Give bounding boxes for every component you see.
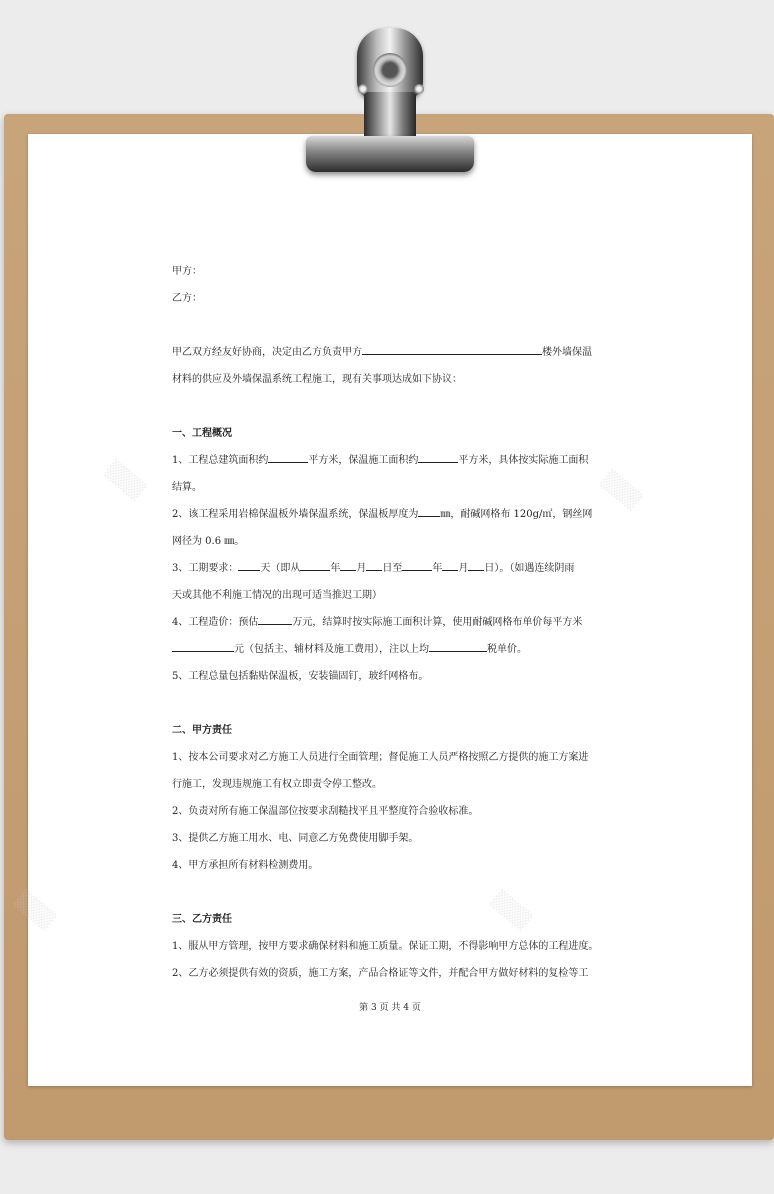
blank-field <box>238 559 260 571</box>
s1-item-2-cont <box>172 528 604 555</box>
item-text: 月 <box>356 563 367 574</box>
s1-item-4 <box>172 609 604 636</box>
s3-item-1 <box>172 933 604 960</box>
party-a-label: 甲方： <box>172 266 202 277</box>
item-text: 月 <box>458 563 469 574</box>
blank-field <box>429 640 487 652</box>
watermark-decoration: ▒▒▒ <box>102 459 148 502</box>
party-b-label: 乙方： <box>172 293 202 304</box>
item-text: 1、按本公司要求对乙方施工人员进行全面管理；督促施工人员严格按照乙方提供的施工方案进 <box>172 752 589 763</box>
item-text: 日）。（如遇连续阴雨 <box>484 563 575 574</box>
s2-item-1-cont <box>172 771 604 798</box>
item-text: 年 <box>330 563 341 574</box>
blank-project-name <box>362 343 542 355</box>
blank-field <box>418 505 440 517</box>
item-text: 元（包括主、辅材料及施工费用），注以上均 <box>234 644 429 655</box>
page-number-footer <box>28 1000 752 1013</box>
binder-clip-neck <box>364 92 416 140</box>
section-title: 一、工程概况 <box>172 428 232 439</box>
item-text: 天或其他不利施工情况的出现可适当推迟工期） <box>172 590 382 601</box>
item-text: 税单价。 <box>487 644 527 655</box>
s2-item-2 <box>172 798 604 825</box>
item-text: 万元，结算时按实际施工面积计算，使用耐碱网格布单价每平方米 <box>292 617 583 628</box>
item-text: 1、服从甲方管理，按甲方要求确保材料和施工质量。保证工期，不得影响甲方总体的工程进度。 <box>172 941 599 952</box>
blank-field <box>300 559 330 571</box>
item-text: 4、工程造价：预估 <box>172 617 259 628</box>
item-text: 3、工期要求： <box>172 563 239 574</box>
binder-clip-rivet <box>358 84 368 94</box>
s1-item-1 <box>172 447 604 474</box>
item-text: 行施工，发现违规施工有权立即责令停工整改。 <box>172 779 382 790</box>
s1-item-3 <box>172 555 604 582</box>
intro-text: 甲乙双方经友好协商，决定由乙方负责甲方 <box>172 347 362 358</box>
item-text: 天（即从 <box>260 563 301 574</box>
s1-item-2 <box>172 501 604 528</box>
s1-item-1-cont <box>172 474 604 501</box>
binder-clip-plate <box>306 136 474 172</box>
item-text: 结算。 <box>172 482 202 493</box>
s2-item-3 <box>172 825 604 852</box>
section-3-title <box>172 906 604 933</box>
intro-text: 楼外墙保温 <box>542 347 592 358</box>
intro-text: 材料的供应及外墙保温系统工程施工，现有关事项达成如下协议： <box>172 374 462 385</box>
item-text: 2、负责对所有施工保温部位按要求刮糙找平且平整度符合验收标准。 <box>172 806 479 817</box>
s1-item-5 <box>172 663 604 690</box>
section-1-title <box>172 420 604 447</box>
blank-field <box>418 451 458 463</box>
item-text: 1、工程总建筑面积约 <box>172 455 269 466</box>
s1-item-4-cont <box>172 636 604 663</box>
binder-clip-rivet <box>414 84 424 94</box>
binder-clip-hole <box>373 53 407 87</box>
s1-item-3-cont <box>172 582 604 609</box>
item-text: 日至 <box>382 563 403 574</box>
item-text: 3、提供乙方施工用水、电、同意乙方免费使用脚手架。 <box>172 833 419 844</box>
item-text: 年 <box>432 563 443 574</box>
party-b-line <box>172 285 604 312</box>
party-a-line <box>172 258 604 285</box>
watermark-decoration: ▒▒▒ <box>488 889 534 932</box>
section-title: 三、乙方责任 <box>172 914 232 925</box>
blank-field <box>402 559 432 571</box>
section-title: 二、甲方责任 <box>172 725 232 736</box>
watermark-decoration: ▒▒▒ <box>598 469 644 512</box>
blank-field <box>258 613 292 625</box>
blank-field <box>442 559 458 571</box>
item-text: 2、该工程采用岩棉保温板外墙保温系统，保温板厚度为 <box>172 509 419 520</box>
section-2-title <box>172 717 604 744</box>
page-number: 第 3 页 共 4 页 <box>359 1003 421 1013</box>
item-text: 平方米，具体按实际施工面积 <box>458 455 589 466</box>
item-text: ㎜，耐碱网格布 120g/㎡，钢丝网 <box>440 509 593 520</box>
item-text: 4、甲方承担所有材料检测费用。 <box>172 860 319 871</box>
intro-line-2 <box>172 366 604 393</box>
item-text: 网径为 0.6 ㎜。 <box>172 536 245 547</box>
item-text: 2、乙方必须提供有效的资质，施工方案，产品合格证等文件，并配合甲方做好材料的复检等工 <box>172 968 589 979</box>
watermark-decoration: ▒▒▒ <box>12 889 58 932</box>
intro-line-1 <box>172 339 604 366</box>
s2-item-4 <box>172 852 604 879</box>
item-text: 平方米，保温施工面积约 <box>308 455 419 466</box>
s3-item-2 <box>172 960 604 987</box>
item-text: 5、工程总量包括黏贴保温板，安装锚固钉，玻纤网格布。 <box>172 671 429 682</box>
blank-field <box>172 640 234 652</box>
blank-field <box>468 559 484 571</box>
blank-field <box>268 451 308 463</box>
blank-field <box>366 559 382 571</box>
blank-field <box>340 559 356 571</box>
s2-item-1 <box>172 744 604 771</box>
contract-text <box>172 258 604 987</box>
